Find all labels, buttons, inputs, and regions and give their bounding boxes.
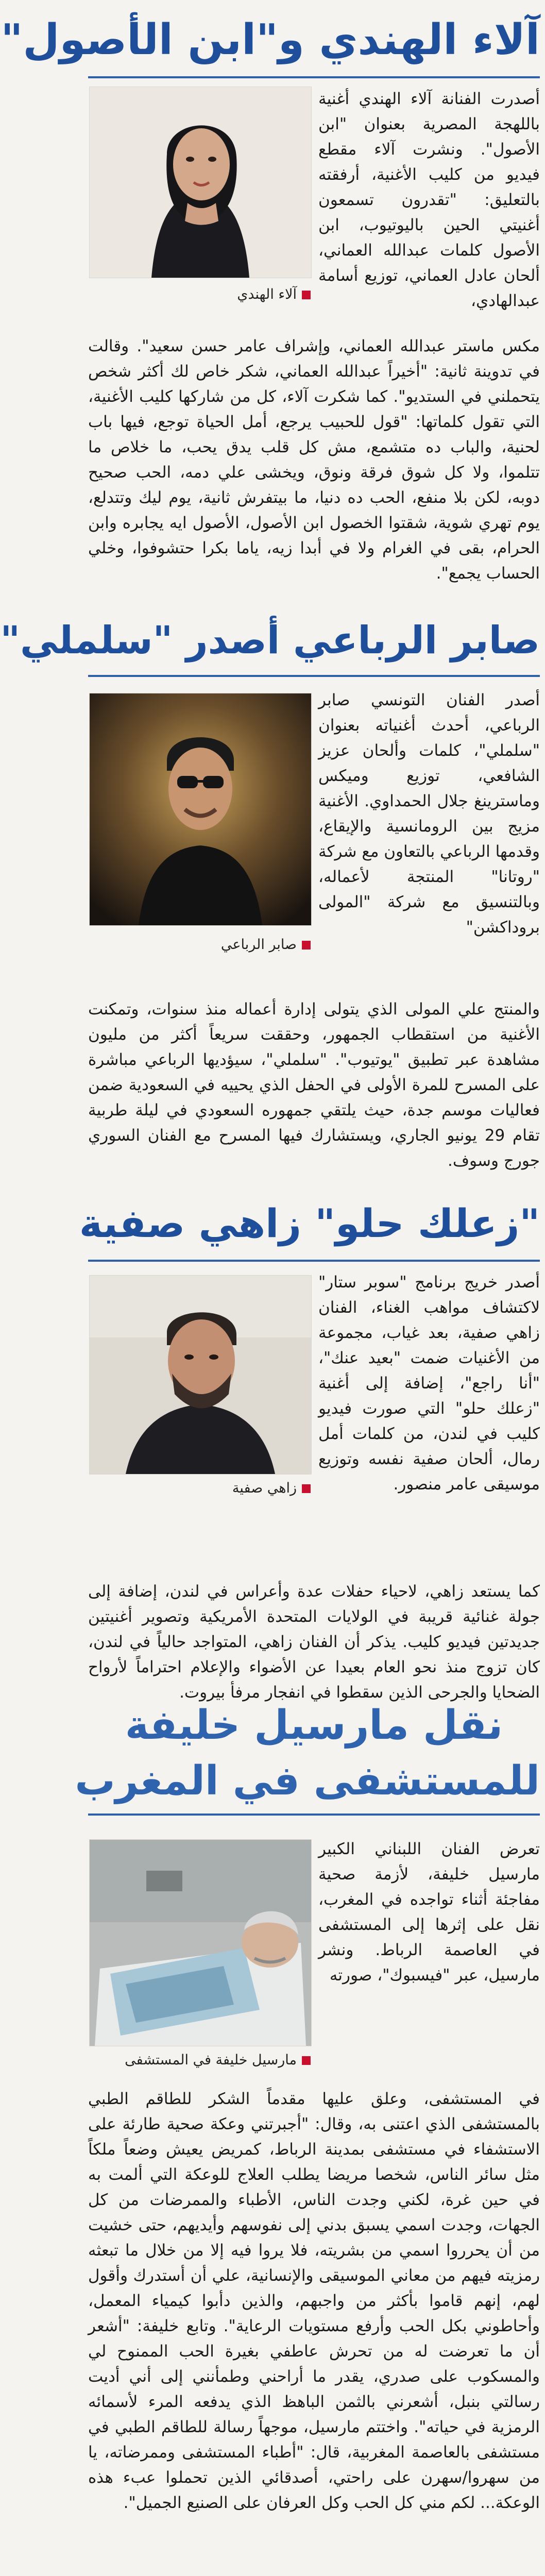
article-headline-zahi: "زعلك حلو" زاهي صفية [79,1200,540,1246]
photo-marcel-hospital [89,1839,312,2046]
article-body-zahi-column: أصدر خريج برنامج "سوبر ستار" لاكتشاف مواهب الغناء، الفنان زاهي صفية، بعد غياب، مجموعة من الأغنيات ضمت "بعيد عنك"، "أنا راجع"، إضافة إلى أغنية "زعلك حلو" التي صورت فيديو كليب في لندن، من كلمات أمل رمال، ألحان صفية نفسه وتوزيع موسيقى عامر منصور. [318,1273,540,1494]
headline-rule [88,1814,540,1816]
article-headline-alaa: آلاء الهندي و"ابن الأصول" [1,15,540,64]
article-body-saber-wide: والمنتج علي المولى الذي يتولى إدارة أعماله منذ سنوات، وتمكنت الأغنية من استقطاب الجمهور، وحققت سريعاً أكثر من مليون مشاهدة عبر تطبيق "يوتيوب". "سلملي"، سيؤديها الرباعي مباشرة على المسرح للمرة الأولى في الحفل الذي يحييه في السعودية ضمن فعاليات موسم جدة، حيث يلتقي جمهوره السعودي في ليلة طربية تقام 29 يونيو الجاري، ويستشارك فيها المسرح مع الفنان السوري جورج وسوف. [88,1000,540,1170]
photo-caption-marcel: مارسيل خليفة في المستشفى [89,2048,311,2073]
photo-saber-rebai [89,693,312,926]
photo-caption-zahi: زاهي صفية [89,1476,311,1501]
headline-rule [88,76,540,78]
photo-caption-saber: صابر الرباعي [89,933,311,957]
article-body-marcel-wide: في المستشفى، وعلق عليها مقدماً الشكر للطاقم الطبي بالمستشفى الذي اعتنى به، وقال: "أجبرتني وعكة صحية طارئة على الاستشفاء في مستشفى بمدينة الرباط، كمريض يعيش وضعاً ملكاً مثل سائر الناس، شخصا مريضا يطلب العلاج للوعكة التي ألمت به في حين غرة، لكني وجدت الناس، الأطباء والممرضات من كل الجهات، وجدت اسمي يسبق بدني إلى نفوسهم وأيديهم، حتى خشيت من أن يحرروا اسمي من بشريته، فلا يروا فيه إلا من خلال ما تبعثه رمزيته فيهم من معاني الموسيقى والإنسانية، علي أن أستدرك وأقول لهم، إنهم قاموا بأكثر من واجبهم، والذين دأبوا كيمياء المعمل، وأحاطوني بكل الحب وأرفع مستويات الرعاية". وتابع خليفة: "أشعر أن ما تعرضت له من تحرش عاطفي بغيرة الحب الممنوح لي والمسكوب على صدري، يقدر ما أراحني وطمأنني إلى أني أديت رسالتي بنبل، أشعرني بالثمن الباهظ الذي يدفعه المرء لأسمائه الرمزية في حياته". واختتم مارسيل، موجهاً رسالة للطاقم الطبي في مستشفى بالعاصمة المغربية، قال: "أطباء المستشفى وممرضاته، يا من سهروا/سهرن على راحتي، أصدقائي الذين تحملوا عبء هذه الوعكة... لكم مني كل الحب وكل العرفان على الصنيع الجميل". [88,2090,540,2512]
article-headline-saber: صابر الرباعي أصدر "سلملي" [0,618,540,663]
article-body-marcel-column: تعرض الفنان اللبناني الكبير مارسيل خليفة، لأزمة صحية مفاجئة أثناء تواجده في المغرب، نقل على إثرها إلى المستشفى في العاصمة الرباط. ونشر مارسيل، عبر "فيسبوك"، صورته [318,1840,540,1985]
headline-line-1: نقل مارسيل خليفة [125,1702,503,1749]
article-headline-marcel [75,1698,540,1809]
photo-alaa-alhindi [89,87,312,278]
article-body-zahi-wide: كما يستعد زاهي، لاحياء حفلات عدة وأعراس في لندن، إضافة إلى جولة غنائية قريبة في الولايات المتحدة الأمريكية وتصوير أغنيتين جديدتين فيديو كليب. يذكر أن الفنان زاهي، المتواجد حالياً في لندن، كان تزوج منذ نحو العام بعيدا عن الأضواء والإعلام احتراماً لأرواح الضحايا والجرحى الذين سقطوا في انفجار مرفأ بيروت. [88,1582,540,1702]
headline-rule [88,675,540,677]
headline-line-2: للمستشفى في المغرب [75,1758,540,1804]
photo-caption-alaa: آلاء الهندي [89,282,311,307]
photo-zahi-safieh [89,1275,312,1475]
article-body-alaa-column: أصدرت الفنانة آلاء الهندي أغنية باللهجة المصرية بعنوان "ابن الأصول". ونشرت آلاء مقطع فيديو من كليب الأغنية، أرفقته بالتعليق: "تقدرون تسمعون أغنيتي الحين باليوتيوب، ابن الأصول كلمات عبدالله العماني، ألحان عادل العماني، توزيع أسامة عبدالهادي، [318,90,540,310]
headline-rule [88,1260,540,1262]
article-body-alaa-wide: مكس ماستر عبدالله العماني، وإشراف عامر حسن سعيد". وقالت في تدوينة ثانية: "أخيراً عبدالله العماني، شكر خاص لك أكثر شخص يتحملني في الستديو". كما شكرت آلاء، كل من شاركها كليب الأغنية، التي تقول كلماتها: "قول للحبيب يرجع، أمل الحياة توجع، فيها باب لحنية، والباب ده متشمع، مش كل قلب يدق يحب، ما خلاص ما تتلموا، ولا كل شوق فرقة ونوق، ويخشى علي دمه، الحب صحيح دوبه، لكن بلا منفع، الحب ده دنيا، ما بيتفرش ثانية، يوم ليك وتتدلع، يوم تهري شوية، شقتوا الخصول ابن الأصول، الأصول ايه يجابره وابن الحرام، بقى في الغرام ولا في أبدا زيه، ياما بكرا حتشوفوا، وخلي الحساب يجمع". [88,337,540,583]
article-body-saber-column: أصدر الفنان التونسي صابر الرباعي، أحدث أغنياته بعنوان "سلملي"، كلمات وألحان عزيز الشافعي، توزيع وميكس وماسترينغ جلال الحمداوي. الأغنية مزيج بين الرومانسية والإيقاع، وقدمها الرباعي بالتعاون مع شركة "روتانا" المنتجة لأعماله، وبالتنسيق مع شركة "المولى بروداكشن" [318,691,540,937]
